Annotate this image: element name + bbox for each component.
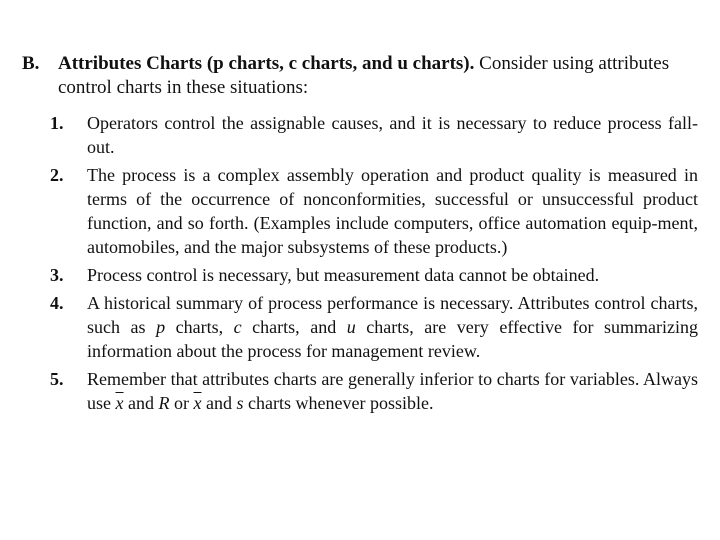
item-text: The process is a complex assembly operation and product quality is measured in terms of the occurrence of nonconformities, successful or unsuccessful product function, and so forth. (Examples include computers, office automation equip-ment, automobiles, and the major subsystems of these products.)	[87, 165, 698, 257]
section-title: Attributes Charts (p charts, c charts, and u charts).	[58, 53, 475, 74]
list-item-1	[50, 111, 698, 159]
item-text: Operators control the assignable causes, and it is necessary to reduce process fall-out.	[87, 113, 698, 157]
section-intro-line1: Consider using attributes	[479, 53, 670, 74]
item-text-segment: and	[123, 393, 159, 413]
item-number: 3.	[50, 265, 64, 285]
item-number: 2.	[50, 165, 64, 185]
item-text-segment: Remember that attributes charts are generally inferior to charts for variables. Always use	[87, 369, 698, 413]
list-item-3	[50, 263, 698, 287]
item-number: 5.	[50, 369, 64, 389]
item-text-segment: charts, and	[241, 317, 347, 337]
list-item-5	[50, 367, 698, 415]
section-letter: B.	[22, 53, 40, 74]
item-text-segment: and	[201, 393, 237, 413]
symbol-r: R	[158, 393, 170, 413]
symbol-x-bar: $\overline{x}$	[115, 393, 124, 413]
symbol-c: c	[233, 317, 242, 337]
symbol-u: u	[346, 317, 356, 337]
section-intro-line2: control charts in these situations:	[58, 77, 309, 98]
item-text-segment: charts,	[165, 317, 234, 337]
symbol-p: p	[156, 317, 166, 337]
symbol-x-bar: $\overline{x}$	[193, 393, 202, 413]
item-number: 1.	[50, 113, 64, 133]
item-text-segment: A historical summary of process performance is necessary. Attributes control charts, such as	[87, 293, 698, 337]
situations-list	[50, 111, 698, 419]
section-heading	[22, 52, 698, 100]
item-text-segment: or	[169, 393, 194, 413]
item-text-segment: charts whenever possible.	[243, 393, 434, 413]
item-number: 4.	[50, 293, 64, 313]
list-item-2	[50, 163, 698, 259]
item-text	[87, 367, 698, 415]
item-text-segment: charts, are very effective for summarizing information about the process for management review.	[87, 317, 698, 361]
symbol-s: s	[236, 393, 244, 413]
list-item-4	[50, 291, 698, 363]
item-text	[87, 291, 698, 363]
item-text: Process control is necessary, but measurement data cannot be obtained.	[87, 265, 600, 285]
